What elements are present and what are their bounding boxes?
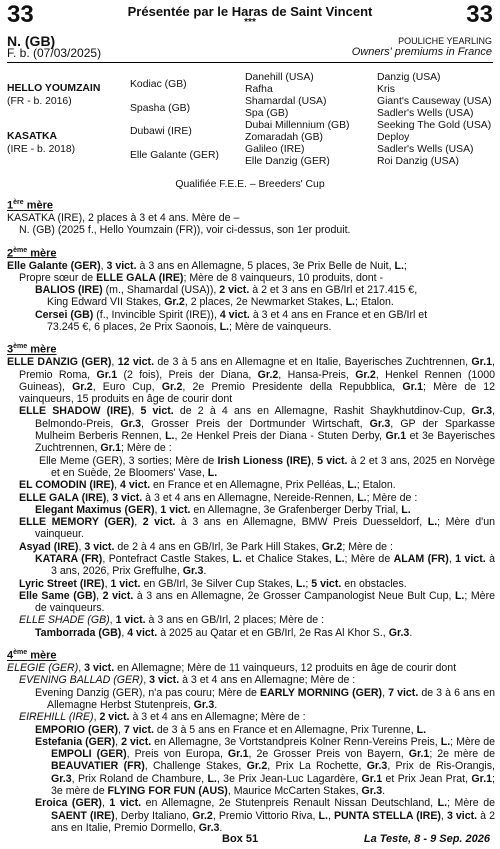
pedigree-gen4: Seeking The Gold (USA)	[377, 120, 492, 131]
mere3-entry: ELLE SHADOW (IRE), 5 vict. de 2 à 4 ans en Allemagne, Rashit Shaykhutdinov-Cup, Gr.3, Belmondo-Preis, Gr.3, Grosser Preis der Dortmunder Wirtschaft, Gr.3, GP der Sparkasse Mulheim Berberis Rennen, L., 2e Henkel Preis der Diana - Stuten Derby, Gr.1 et 3e Bayerisches Zuchtrennen, Gr.1; Mère de :	[19, 405, 495, 455]
dam-line-body	[7, 197, 495, 834]
mere3-entry: Asyad (IRE), 3 vict. de 2 à 4 ans en GB/Irl, 3e Park Hill Stakes, Gr.2; Mère de :	[19, 540, 393, 553]
pedigree-gen2: Dubawi (IRE)	[130, 126, 192, 137]
mere1-line: KASATKA (IRE), 2 places à 3 et 4 ans. Mère de –	[7, 211, 240, 224]
qualification-note: Qualifiée F.E.E. – Breeders' Cup	[175, 179, 325, 190]
mere3-entry: Elegant Maximus (GER), 1 vict. en Allemagne, 3e Grafenberger Derby Trial, L.	[35, 503, 411, 516]
mere3-entry: Tamborrada (GB), 4 vict. à 2025 au Qatar et en GB/Irl, 2e Ras Al Khor S., Gr.3.	[35, 626, 413, 639]
header-divider	[7, 62, 493, 63]
lot-number-left: 33	[7, 1, 34, 28]
pedigree-gen3: Dubai Millennium (GB)	[245, 120, 350, 131]
mere3-entry: Elle Meme (GER), 3 sorties; Mère de Irish Lioness (IRE), 5 vict. à 2 et 3 ans, 2025 en Norvège et en Suède, 2e Bloomers' Vase, L.	[39, 454, 495, 479]
lot-number-right: 33	[466, 1, 493, 28]
horse-details: F. b. (07/03/2025)	[7, 46, 102, 60]
mere2-entry: King Edward VII Stakes, Gr.2, 2 places, 2e Newmarket Stakes, L.; Etalon.	[47, 296, 394, 309]
sire-info: (FR - b. 2016)	[7, 96, 72, 107]
section-heading-4: 4ème mère	[7, 649, 57, 662]
pedigree-gen3: Galileo (IRE)	[245, 144, 305, 155]
pedigree-gen2: Elle Galante (GER)	[130, 150, 219, 161]
mere3-entry: ELLE GALA (IRE), 3 vict. à 3 et 4 ans en Allemagne, Nereide-Rennen, L.; Mère de :	[19, 491, 418, 504]
mere3-entry: Lyric Street (IRE), 1 vict. en GB/Irl, 3e Silver Cup Stakes, L.; 5 vict. en obstacles.	[19, 577, 407, 590]
pedigree-gen4: Deploy	[377, 132, 410, 143]
mere4-entry: Eroica (GER), 1 vict. en Allemagne, 2e Stutenpreis Renault Nissan Deutschland, L.; Mère de SAENT (IRE), Derby Italiano, Gr.2, Premio Vittorio Riva, L., PUNTA STELLA (IRE), 3 vict. à 2 ans en Italie, Premio Dormello, Gr.3.	[35, 797, 496, 834]
horse-name: N. (GB)	[7, 33, 56, 49]
horse-category: POULICHE YEARLING	[398, 36, 492, 46]
pedigree-gen3: Zomaradah (GB)	[245, 132, 323, 143]
pedigree-gen3: Shamardal (USA)	[245, 96, 327, 107]
mere2-entry: Cersei (GB) (f., Invincible Spirit (IRE)), 4 vict. à 3 et 4 ans en France et en GB/Irl et	[35, 308, 428, 321]
mere3-entry: KATARA (FR), Pontefract Castle Stakes, L. et Chalice Stakes, L.; Mère de ALAM (FR), 1 vict. à 3 ans, 2026, Prix Greffulhe, Gr.3.	[35, 552, 495, 578]
pedigree-gen4: Sadler's Wells (USA)	[377, 144, 474, 155]
mere3-entry: ELLE DANZIG (GER), 12 vict. de 3 à 5 ans en Allemagne et en Italie, Bayerisches Zuchtrennen, Gr.1, Premio Roma, Gr.1 (2 fois), Preis der Diana, Gr.2, Hansa-Preis, Gr.2, Henkel Rennen (1000 Guineas), Gr.2, Euro Cup, Gr.2, 2e Premio Presidente della Repubblica, Gr.1; Mère de 12 vainqueurs, 15 produits en âge de courir dont	[7, 356, 496, 406]
owners-premiums: Owners' premiums in France	[351, 46, 492, 58]
pedigree-gen2: Spasha (GB)	[130, 103, 191, 114]
section-heading-3: 3ème mère	[7, 343, 57, 356]
mere3-entry: Elle Same (GB), 2 vict. à 3 ans en Allemagne, 2e Grosser Campanologist Neue Bult Cup, L.; Mère de vainqueurs.	[19, 589, 495, 615]
section-heading-1: 1ère mère	[7, 199, 53, 212]
consignor-title: Présentée par le Haras de Saint Vincent	[127, 4, 373, 19]
section-heading-2: 2ème mère	[7, 246, 57, 260]
mere3-entry: EL COMODIN (IRE), 4 vict. en France et en Allemagne, Prix Pelléas, L.; Etalon.	[19, 479, 396, 492]
pedigree-gen4: Sadler's Wells (USA)	[377, 108, 474, 119]
dam-info: (IRE - b. 2018)	[7, 144, 76, 155]
pedigree-gen2: Kodiac (GB)	[130, 79, 187, 90]
mere3-entry: ELLE MEMORY (GER), 2 vict. à 3 ans en Allemagne, BMW Preis Duesseldorf, L.; Mère d'un vainqueur.	[19, 516, 495, 541]
sale-location-date: La Teste, 8 - 9 Sep. 2026	[363, 833, 490, 845]
consignor-stars: ***	[244, 17, 256, 28]
mere4-entry: Estefania (GER), 2 vict. en Allemagne, 3e Vortstandpreis Kolner Renn-Vereins Preis, L.; Mère de EMPOLI (GER), Preis von Europa, Gr.1, 2e Grosser Preis von Bayern, Gr.1; 2e mère de BEAUVATIER (FR), Challenge Stakes, Gr.2, Prix La Rochette, Gr.3, Prix de Ris-Orangis, Gr.3, Prix Roland de Chambure, L., 3e Prix Jean-Luc Lagardère, Gr.1 et Prix Jean Prat, Gr.1; 3e mère de FLYING FOR FUN (AUS), Maurice McCarten Stakes, Gr.3.	[35, 735, 496, 797]
box-number: Box 51	[222, 833, 259, 845]
dam-name: KASATKA	[7, 131, 58, 142]
pedigree-gen3: Rafha	[245, 84, 273, 95]
mere2-entry: BALIOS (IRE) (m., Shamardal (USA)), 2 vict. à 2 et 3 ans en GB/Irl et 217.415 €,	[35, 284, 418, 297]
mere4-entry: EVENING BALLAD (GER), 3 vict. à 3 et 4 ans en Allemagne; Mère de :	[19, 674, 356, 687]
pedigree-gen3: Elle Danzig (GER)	[245, 156, 330, 167]
pedigree-gen3: Spa (GB)	[245, 108, 289, 119]
mere2-entry: Propre sœur de ELLE GALA (IRE); Mère de 8 vainqueurs, 10 produits, dont -	[19, 271, 384, 284]
mere3-entry: ELLE SHADE (GB), 1 vict. à 3 ans en GB/Irl, 2 places; Mère de :	[19, 614, 325, 627]
mere4-entry: EMPORIO (GER), 7 vict. de 3 à 5 ans en France et en Allemagne, Prix Turenne, L.	[35, 723, 427, 736]
mere4-entry: EIREHILL (IRE), 2 vict. à 3 et 4 ans en Allemagne; Mère de :	[19, 711, 306, 724]
pedigree-gen4: Giant's Causeway (USA)	[377, 96, 492, 107]
mere2-entry: 73.245 €, 6 places, 2e Prix Saonois, L.; Mère de vainqueurs.	[47, 320, 332, 333]
pedigree-gen4: Roi Danzig (USA)	[377, 156, 459, 167]
mere2-entry: Elle Galante (GER), 3 vict. à 3 ans en Allemagne, 5 places, 3e Prix Belle de Nuit, L.;	[7, 259, 407, 272]
pedigree-gen3: Danehill (USA)	[245, 72, 314, 83]
pedigree-gen4: Danzig (USA)	[377, 72, 441, 83]
pedigree-gen4: Kris	[377, 84, 395, 95]
mere4-entry: Evening Danzig (GER), n'a pas couru; Mère de EARLY MORNING (GER), 7 vict. de 3 à 6 ans en Allemagne Herbst Stutenpreis, Gr.3.	[35, 686, 495, 711]
mere1-line: N. (GB) (2025 f., Hello Youmzain (FR)), voir ci-dessus, son 1er produit.	[19, 224, 351, 237]
mere4-entry: ELEGIE (GER), 3 vict. en Allemagne; Mère de 11 vainqueurs, 12 produits en âge de courir dont	[7, 662, 457, 675]
sire-name: HELLO YOUMZAIN	[7, 83, 101, 94]
